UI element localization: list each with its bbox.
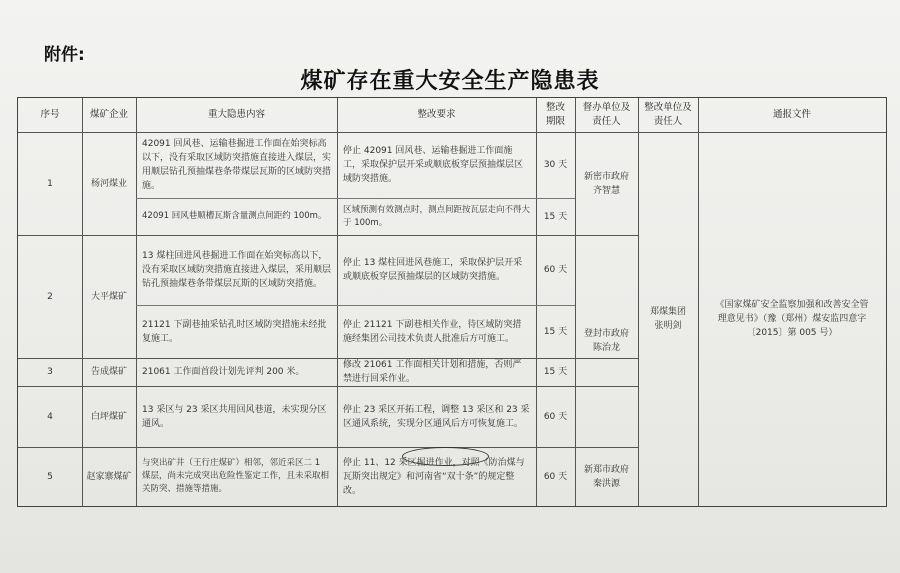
- header-document: 通报文件: [772, 109, 811, 120]
- row-number: 4: [47, 411, 53, 422]
- rectification-requirement: 修改 21061 工作面相关计划和措施，否则严禁进行回采作业。: [343, 360, 522, 384]
- hazard-content: 42091 回风巷顺槽瓦斯含量测点间距约 100m。: [142, 211, 327, 221]
- rectification-deadline: 15 天: [543, 367, 568, 377]
- row-number: 2: [47, 291, 53, 302]
- header-deadline: 整改期限: [545, 102, 565, 127]
- rectification-requirement: 停止 23 采区开拓工程，调整 13 采区和 23 采区通风系统，实现分区通风后方可恢复施工。: [343, 404, 530, 429]
- mine-name: 告成煤矿: [90, 367, 127, 377]
- hazard-content: 与突出矿井（王行庄煤矿）相邻，邻近采区二 1 煤层，尚未完成突出危险性鉴定工作，且未采取相关防突、措施等措施。: [142, 458, 330, 494]
- row-number: 3: [47, 367, 53, 377]
- notice-document: 《国家煤矿安全监察加强和改善安全管理意见书》（豫（郑州）煤安监四意字〔2015〕第 005 号）: [715, 300, 869, 338]
- rectification-deadline: 30 天: [543, 160, 568, 170]
- handwritten-circle-mark: [402, 447, 489, 466]
- mine-name: 白坪煤矿: [90, 411, 127, 422]
- rectification-requirement: 停止 42091 回风巷、运输巷掘进工作面施工，采取保护层开采或顺底板穿层预抽煤层区域防突措施。: [343, 146, 524, 184]
- row-number: 1: [47, 178, 53, 189]
- supervisor-responsible: 新郑市政府 秦洪源: [583, 464, 629, 489]
- supervisor-responsible: 新密市政府 齐智慧: [583, 171, 629, 196]
- attachment-label: 附件:: [44, 45, 85, 65]
- mine-name: 杨河煤业: [90, 178, 127, 189]
- rectification-requirement: 停止 11、12 采区掘进作业，对照《防治煤与瓦斯突出规定》和河南省“双十条”的规定整改。: [343, 457, 525, 496]
- header-supervisor: 督办单位及责任人: [582, 102, 631, 127]
- rectification-requirement: 区域预测有效测点时，测点间距按瓦层走向不得大于 100m。: [343, 204, 531, 228]
- rectification-deadline: 60 天: [543, 265, 568, 275]
- hazard-table: [17, 97, 887, 507]
- header-requirement: 整改要求: [417, 109, 456, 120]
- mine-name: 赵家寨煤矿: [86, 471, 132, 482]
- hazard-content: 42091 回风巷、运输巷掘进工作面在始突标高以下，没有采取区域防突措施直接进入煤层，实用顺层钻孔预抽煤巷条带煤层瓦斯的区域防突措施。: [142, 139, 332, 191]
- rectification-deadline: 60 天: [543, 471, 568, 482]
- rectification-deadline: 60 天: [543, 411, 568, 422]
- row-number: 5: [47, 471, 53, 482]
- supervisor-responsible: 登封市政府 陈治龙: [583, 329, 629, 353]
- document-title: 煤矿存在重大安全生产隐患表: [300, 68, 600, 94]
- rectification-requirement: 停止 13 煤柱回进风巷施工，采取保护层开采或顺底板穿层预抽煤层的区域防突措施。: [343, 258, 523, 282]
- hazard-content: 13 煤柱回进风巷掘进工作面在始突标高以下，没有采取区域防突措施直接进入煤层，采用顺层钻孔预抽煤巷条带煤层瓦斯的区域防突措施。: [142, 251, 332, 289]
- header-mine: 煤矿企业: [89, 109, 128, 120]
- rectification-deadline: 15 天: [543, 326, 568, 337]
- hazard-content: 21061 工作面首段计划先评判 200 米。: [142, 367, 305, 377]
- hazard-content: 13 采区与 23 采区共用回风巷道，未实现分区通风。: [142, 404, 327, 429]
- rectification-deadline: 15 天: [543, 211, 568, 222]
- hazard-content: 21121 下副巷抽采钻孔时区域防突措施未经批复施工。: [142, 319, 327, 344]
- header-no: 序号: [40, 109, 60, 120]
- rectifier-responsible: 郑煤集团 张明剑: [649, 307, 686, 331]
- mine-name: 大平煤矿: [90, 291, 127, 302]
- header-rectifier: 整改单位及责任人: [644, 102, 692, 127]
- header-hazard: 重大隐患内容: [207, 109, 265, 120]
- rectification-requirement: 停止 21121 下副巷相关作业，待区域防突措施经集团公司技术负责人批准后方可施工。: [343, 319, 522, 344]
